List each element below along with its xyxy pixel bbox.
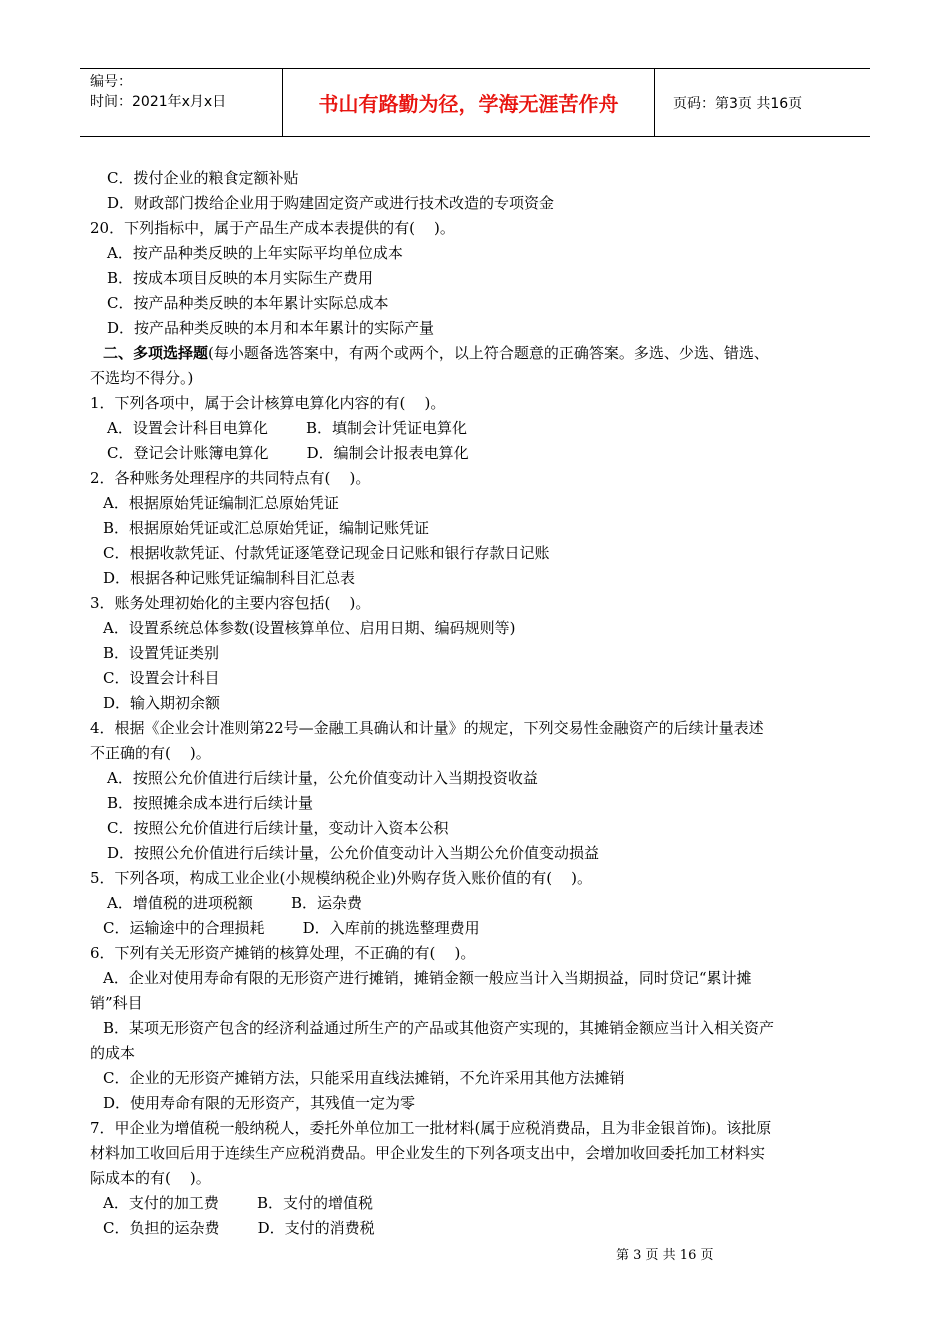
- text-line: C．运输途中的合理损耗 D．入库前的挑选整理费用: [103, 919, 480, 937]
- text-line: 7．甲企业为增值税一般纳税人，委托外单位加工一批材料(属于应税消费品，且为非金银首饰)。该批原: [90, 1119, 772, 1137]
- text-line: B．按照摊余成本进行后续计量: [107, 794, 314, 812]
- text-line: A．按产品种类反映的上年实际平均单位成本: [107, 244, 403, 262]
- page-info-text: 页码：第3页 共16页: [673, 95, 803, 112]
- text-line: C．根据收款凭证、付款凭证逐笔登记现金日记账和银行存款日记账: [103, 544, 550, 562]
- doc-number-label: 编号：: [90, 74, 132, 90]
- text-line: C．登记会计账簿电算化 D．编制会计报表电算化: [107, 444, 469, 462]
- text-line: [90, 341, 860, 366]
- text-line: 20．下列指标中，属于产品生产成本表提供的有( )。: [90, 219, 455, 237]
- document-body: [90, 166, 860, 1241]
- text-line: 4．根据《企业会计准则第22号—金融工具确认和计量》的规定，下列交易性金融资产的后续计量表述: [90, 719, 764, 737]
- text-line: 3．账务处理初始化的主要内容包括( )。: [90, 594, 371, 612]
- text-line: D．输入期初余额: [103, 694, 221, 712]
- section-heading: 二、多项选择题: [103, 344, 209, 362]
- header-motto: 书山有路勤为径，学海无涯苦作舟: [283, 69, 655, 136]
- text-line: 5．下列各项，构成工业企业(小规模纳税企业)外购存货入账价值的有( )。: [90, 869, 593, 887]
- text-line: 1．下列各项中，属于会计核算电算化内容的有( )。: [90, 394, 446, 412]
- text-line: A．设置会计科目电算化 B．填制会计凭证电算化: [107, 419, 468, 437]
- text-line: A．增值税的进项税额 B．运杂费: [107, 894, 363, 912]
- text-line: C．设置会计科目: [103, 669, 220, 687]
- text-line: B．根据原始凭证或汇总原始凭证，编制记账凭证: [103, 519, 430, 537]
- section-instructions: (每小题备选答案中，有两个或两个，以上符合题意的正确答案。多选、少选、错选、: [208, 344, 769, 362]
- text-line: C．按产品种类反映的本年累计实际总成本: [107, 294, 389, 312]
- text-line: A．支付的加工费 B．支付的增值税: [103, 1194, 374, 1212]
- text-line: A．按照公允价值进行后续计量，公允价值变动计入当期投资收益: [107, 769, 538, 787]
- text-line: B．按成本项目反映的本月实际生产费用: [107, 269, 374, 287]
- text-line: A．根据原始凭证编制汇总原始凭证: [103, 494, 339, 512]
- text-line: D．财政部门拨给企业用于购建固定资产或进行技术改造的专项资金: [107, 194, 555, 212]
- text-line: 材料加工收回后用于连续生产应税消费品。甲企业发生的下列各项支出中，会增加收回委托加工材料实: [90, 1144, 766, 1162]
- text-line: 2．各种账务处理程序的共同特点有( )。: [90, 469, 371, 487]
- text-line: A．设置系统总体参数(设置核算单位、启用日期、编码规则等): [103, 619, 516, 637]
- text-line: D．使用寿命有限的无形资产，其残值一定为零: [103, 1094, 416, 1112]
- doc-date-label: 时间：2021年x月x日: [90, 94, 227, 110]
- text-line: B．设置凭证类别: [103, 644, 220, 662]
- text-line: 6．下列有关无形资产摊销的核算处理，不正确的有( )。: [90, 944, 476, 962]
- text-line: C．按照公允价值进行后续计量，变动计入资本公积: [107, 819, 449, 837]
- text-line: D．按照公允价值进行后续计量，公允价值变动计入当期公允价值变动损益: [107, 844, 600, 862]
- text-line: C．负担的运杂费 D．支付的消费税: [103, 1219, 375, 1237]
- text-line: C．拨付企业的粮食定额补贴: [107, 169, 299, 187]
- text-line: B．某项无形资产包含的经济利益通过所生产的产品或其他资产实现的，其摊销金额应当计入相关资产: [103, 1019, 775, 1037]
- text-line: C．企业的无形资产摊销方法，只能采用直线法摊销，不允许采用其他方法摊销: [103, 1069, 625, 1087]
- header-meta: [80, 69, 283, 136]
- page-header: [80, 68, 870, 137]
- text-line: 不选均不得分。): [90, 369, 194, 387]
- header-page-info: [663, 69, 870, 136]
- text-line: A．企业对使用寿命有限的无形资产进行摊销，摊销金额一般应当计入当期损益，同时贷记“累计摊: [103, 969, 752, 987]
- text-line: 的成本: [90, 1044, 136, 1062]
- footer-page-number: 第 3 页 共 16 页: [616, 1248, 714, 1263]
- text-line: 际成本的有( )。: [90, 1169, 211, 1187]
- text-line: D．根据各种记账凭证编制科目汇总表: [103, 569, 356, 587]
- text-line: 销”科目: [90, 994, 143, 1012]
- text-line: 不正确的有( )。: [90, 744, 211, 762]
- text-line: D．按产品种类反映的本月和本年累计的实际产量: [107, 319, 435, 337]
